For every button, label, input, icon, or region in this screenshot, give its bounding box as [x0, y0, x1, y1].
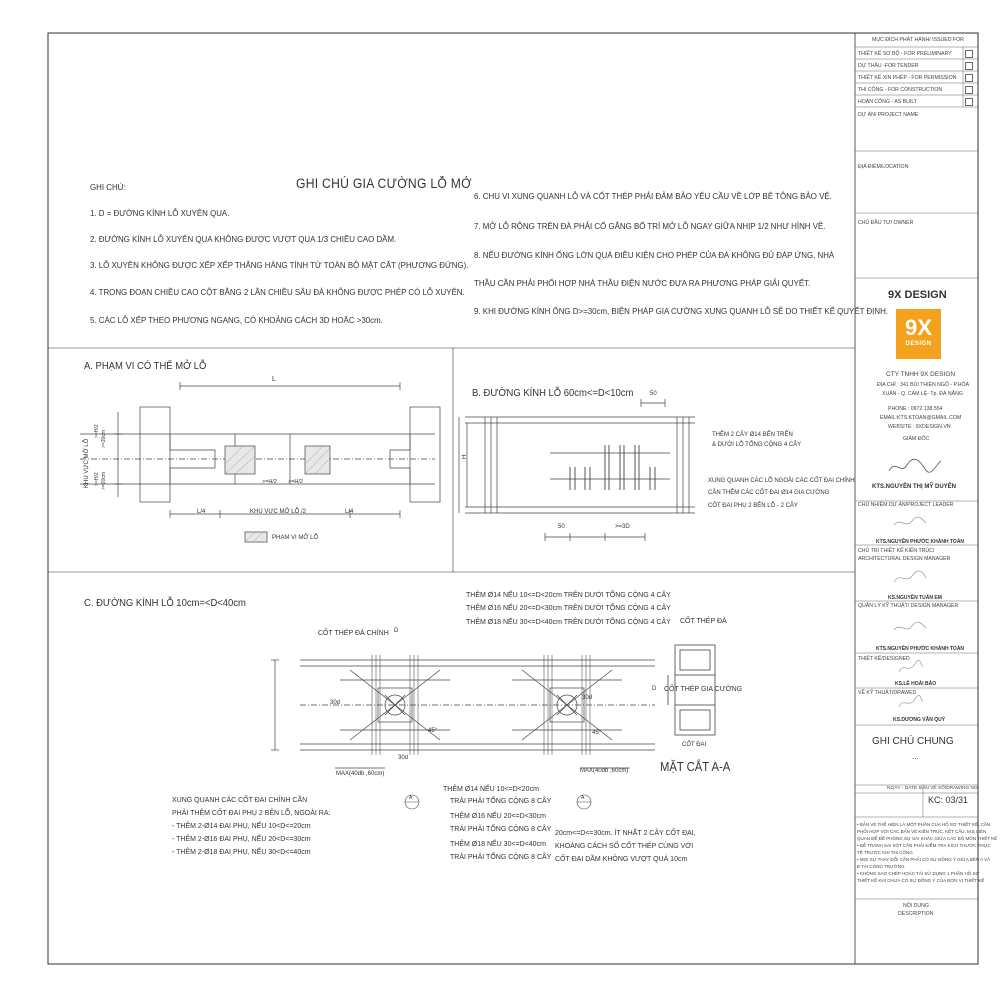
legend-label: PHẠM VI MỞ LỖ: [272, 535, 319, 541]
left-note: - THÊM 2-Ø16 ĐAI PHỤ, NẾU 20<D<=30cm: [172, 836, 311, 843]
khu-vuc-label: KHU VỰC MỞ LỖ: [84, 438, 90, 488]
content-label: NỘI DUNG: [903, 903, 929, 909]
top-note: THÊM Ø18 NẾU 30<=D<40cm TRÊN DƯỚI TỔNG CỘNG 4 CÂY: [466, 619, 671, 626]
section-mark-a: [574, 790, 594, 812]
disclaimer-line: PHỐI HỢP VỚI CÁC BẢN VẼ KIẾN TRÚC, KẾT CẤU, M.E LIÊN: [857, 829, 987, 834]
company-title: 9X DESIGN: [888, 289, 947, 301]
left-note: XUNG QUANH CÁC CỐT ĐAI CHÍNH CẦN: [172, 797, 308, 804]
h-label: >=20cm: [101, 429, 107, 448]
section-b-diagram: [455, 395, 700, 555]
angle-label: 45°: [428, 728, 438, 734]
disclaimer-line: QUAN ĐỂ ĐỀ PHÒNG SỰ SAI KHÁC GIỮA CÁC BỘ MÔN THIẾT KẾ: [857, 836, 998, 841]
note-b2: CẦN THÊM CÁC CỐT ĐAI Ø14 GIA CƯỜNG: [708, 490, 830, 496]
sheet-dots: ...: [912, 752, 919, 761]
sheet-title: GHI CHÚ CHUNG: [872, 736, 954, 747]
disclaimer-line: TẾ TRƯỚC KHI THI CÔNG: [857, 850, 913, 855]
issue-row: DỰ THẦU -FOR TENDER: [858, 63, 919, 69]
mid-label: KHU VỰC MỞ LỖ /2: [250, 509, 306, 515]
mid-note: TRÁI PHẢI TỔNG CỘNG 8 CÂY: [450, 798, 552, 805]
tech-manager-name: KTS.NGUYỄN PHƯỚC KHÁNH TOÀN: [876, 646, 965, 652]
note-b1: THÊM 2 CÂY Ø14 BÊN TRÊN: [712, 432, 793, 438]
signature: [895, 695, 925, 711]
left-note: - THÊM 2-Ø14 ĐAI PHỤ, NẾU 10<D<=20cm: [172, 823, 311, 830]
mid-note: THÊM Ø18 NẾU 30<=D<40cm: [450, 841, 546, 848]
section-c-title: C. ĐƯỜNG KÍNH LỖ 10cm=<D<40cm: [84, 597, 246, 609]
drawed-label: VẼ KỸ THUẬT/DRAWED: [858, 690, 917, 696]
page-title: GHI CHÚ GIA CƯỜNG LỖ MỞ: [296, 176, 472, 191]
disclaimer-line: B TẠI CÔNG TRƯỜNG: [857, 864, 905, 869]
arch-manager-label: CHỦ TRÌ THIẾT KẾ KIẾN TRÚC/: [858, 548, 935, 554]
max-label: MAX(40db ,60cm): [336, 771, 385, 777]
director-label: GIÁM ĐỐC: [903, 436, 930, 442]
dim-30d: 30d: [582, 695, 593, 701]
signature: [890, 515, 930, 531]
section-a-title: A. PHẠM VI CÓ THỂ MỞ LỖ: [84, 360, 207, 372]
section-a-diagram: [60, 372, 455, 572]
section-b-title: B. ĐƯỜNG KÍNH LỖ 60cm<=D<10cm: [472, 387, 634, 399]
project-leader-name: KTS.NGUYỄN PHƯỚC KHÁNH TOÀN: [876, 539, 965, 545]
disclaimer-line: THIẾT KẾ KHI CHƯA CÓ SỰ ĐỒNG Ý CỦA ĐƠN VỊ THIẾT KẾ: [857, 878, 985, 883]
top-note: THÊM Ø14 NẾU 10<=D<20cm TRÊN DƯỚI TỔNG CỘNG 4 CÂY: [466, 592, 671, 599]
issue-checkbox[interactable]: [965, 74, 973, 82]
note-b2: CỐT ĐAI PHỤ 2 BÊN LỖ - 2 CÂY: [708, 503, 798, 509]
dim-50-bot: 50: [558, 524, 565, 530]
issue-checkbox[interactable]: [965, 86, 973, 94]
note-b2: XUNG QUANH CÁC LỖ NGOÀI CÁC CỐT ĐAI CHÍNH: [708, 478, 855, 484]
disclaimer-line: • KHÔNG SAO CHÉP HOẶC TÁI SỬ DỤNG 1 PHẦN HỒ SƠ: [857, 871, 980, 876]
max-label: MAX(40db ,60cm): [580, 768, 629, 774]
note-item: 4. TRONG ĐOẠN CHIỀU CAO CỘT BẰNG 2 LẦN CHIỀU SÂU ĐÀ KHÔNG ĐƯỢC PHÉP CÓ LỖ XUYÊN.: [90, 287, 465, 297]
h-label: >=20cm: [101, 471, 107, 490]
company-logo: [896, 309, 941, 359]
dim-label-L: L: [272, 376, 276, 383]
angle-label: 45°: [592, 730, 602, 736]
section-mark-label: A: [581, 795, 585, 801]
section-mark-label: A: [409, 795, 413, 801]
mid-note: TRÁI PHẢI TỔNG CỘNG 8 CÂY: [450, 826, 552, 833]
note-item: 9. KHI ĐƯỜNG KÍNH ỐNG D>=30cm, BIỆN PHÁP GIA CƯỜNG XUNG QUANH LỖ SẼ DO THIẾT KẾ QUYẾT ĐỊNH.: [474, 306, 888, 316]
dim-30d: 30d: [398, 755, 409, 761]
disclaimer-line: • BẢN VẼ THỂ HIỆN LÀ MỘT PHẦN CỦA HỒ SƠ THIẾT KẾ, CẦN: [857, 822, 991, 827]
location-label: ĐỊA ĐIỂM/LOCATION: [858, 164, 909, 170]
aa-label-d: D: [652, 686, 657, 692]
label-H: H: [462, 454, 468, 459]
section-mark-a: [402, 790, 422, 812]
section-aa-diagram: [660, 625, 730, 745]
top-note: THÊM Ø16 NẾU 20<=D<30cm TRÊN DƯỚI TỔNG CỘNG 4 CÂY: [466, 605, 671, 612]
right-note: 20cm<=D<=30cm. ÍT NHẤT 2 CÂY CỐT ĐAI,: [555, 830, 696, 837]
date-label: NGÀY - DATE: [887, 786, 918, 791]
dim-3d: >=3D: [615, 524, 630, 530]
note-b1: & DƯỚI LỖ TỔNG CỘNG 4 CÂY: [712, 442, 802, 448]
l4-label: L/4: [345, 509, 354, 515]
right-note: CỐT ĐAI DẦM KHÔNG VƯỢT QUÁ 10cm: [555, 856, 688, 863]
signature: [890, 568, 930, 588]
logo-small-text: DESIGN: [905, 341, 932, 347]
note-item: 3. LỖ XUYÊN KHÔNG ĐƯỢC XẾP XẾP THẲNG HÀNG TÍNH TỪ TOÀN BỘ MẶT CẮT (PHƯƠNG ĐỨNG).: [90, 260, 469, 270]
h2-label: >=H/2: [288, 479, 303, 485]
company-line: ĐỊA CHỈ : 341 BÙI THIỆN NGỘ - P.HÒA: [877, 382, 970, 388]
owner-label: CHỦ ĐẦU TƯ/ OWNER: [858, 220, 914, 226]
company-line: XUÂN - Q. CẨM LỆ- Tp. ĐÀ NẴNG: [882, 391, 963, 397]
dim-30d: 30d: [330, 700, 341, 706]
designed-name: KS.LÊ HOÀI BẢO: [895, 681, 937, 687]
note-item: 6. CHU VI XUNG QUANH LỖ VÀ CỐT THÉP PHẢI ĐẢM BẢO YÊU CẦU VỀ LỚP BÊ TÔNG BẢO VỆ.: [474, 191, 832, 201]
company-line: EMAIL:KTS.KTOAN@GMAIL.COM: [880, 415, 962, 421]
note-item: 8. NẾU ĐƯỜNG KÍNH ỐNG LỚN QUÁ ĐIỀU KIỆN CHO PHÉP CỦA ĐÀ KHÔNG ĐỦ ĐÁP ỨNG, NHÀ: [474, 250, 835, 260]
drawing-no: KC: 03/31: [928, 795, 969, 805]
l4-label: L/4: [197, 509, 206, 515]
h-label: >=H/2: [94, 472, 100, 486]
issue-checkbox[interactable]: [965, 50, 973, 58]
note-item: 5. CÁC LỖ XẾP THEO PHƯƠNG NGANG, CÓ KHOẢNG CÁCH 3D HOẶC >30cm.: [90, 315, 383, 325]
main-rebar-label: CỐT THÉP ĐÀ CHÍNH: [318, 630, 389, 637]
drawed-name: KS.DƯƠNG VĂN QUÝ: [893, 717, 946, 723]
h-label: >=H/2: [94, 424, 100, 438]
description-label: DESCRIPTION: [898, 911, 934, 917]
issue-row: THIẾT KẾ SƠ BỘ - FOR PRELIMINARY: [858, 51, 952, 57]
designed-label: THIẾT KẾ/DESIGNED: [858, 656, 910, 662]
issue-checkbox[interactable]: [965, 98, 973, 106]
issued-for-label: MỤC ĐÍCH PHÁT HÀNH/ ISSUED FOR: [872, 37, 964, 43]
aa-label-top: CỐT THÉP ĐÀ: [680, 618, 727, 625]
signature: [885, 455, 945, 479]
notes-label: GHI CHÚ:: [90, 182, 126, 192]
disclaimer-line: • ĐỂ TRÁNH SAI SÓT CẦN PHẢI KIỂM TRA KÍCH THƯỚC THỰC: [857, 843, 991, 848]
left-note: - THÊM 2-Ø18 ĐAI PHỤ, NẾU 30<D<=40cm: [172, 849, 311, 856]
dim-50-top: 50: [650, 391, 657, 397]
signature: [890, 620, 930, 636]
label-D: D: [394, 628, 399, 634]
signature: [895, 660, 925, 676]
tech-manager-label: QUẢN LÝ KỸ THUẬT/ DESIGN MANAGER: [858, 603, 959, 609]
aa-title: MẶT CẮT A-A: [660, 760, 731, 774]
aa-label-mid: CỐT THÉP GIA CƯỜNG: [664, 686, 743, 693]
note-item: 2. ĐƯỜNG KÍNH LỖ XUYÊN QUA KHÔNG ĐƯỢC VƯỢT QUA 1/3 CHIỀU CAO DẦM.: [90, 234, 397, 244]
arch-manager-name: KS.NGUYỄN TUẤN EM: [888, 595, 942, 601]
project-name-label: DỰ ÁN/ PROJECT NAME:: [858, 112, 920, 118]
company-line: PHONE : 0972 138 554: [888, 406, 943, 412]
right-note: KHOẢNG CÁCH SỐ CỐT THÉP CÙNG VỚI: [555, 843, 694, 850]
note-item: THẦU CẦN PHẢI PHỐI HỢP NHÀ THẦU ĐIỆN NƯỚC ĐƯA RA PHƯƠNG PHÁP GIẢI QUYẾT.: [474, 278, 811, 288]
mid-note: TRÁI PHẢI TỔNG CỘNG 8 CÂY: [450, 854, 552, 861]
company-line: WEBSITE : 9XDESIGN.VN: [888, 424, 951, 430]
project-leader-label: CHỦ NHIỆM DỰ ÁN/PROJECT LEADER: [858, 502, 954, 508]
disclaimer-line: • MỌI SỰ THAY ĐỔI CẦN PHẢI CÓ SỰ ĐỒNG Ý GIỮA BÊN A VÀ: [857, 857, 991, 862]
section-c-diagram: [260, 640, 660, 785]
issue-checkbox[interactable]: [965, 62, 973, 70]
arch-manager-label: ARCHITECTURAL DESIGN MANAGER: [858, 556, 951, 562]
director-name: KTS.NGUYỄN THỊ MỸ DUYÊN: [872, 484, 957, 490]
drawing-no-label: BẢN VẼ SỐ/DRAWING NO: [919, 786, 978, 791]
note-item: 1. D = ĐƯỜNG KÍNH LỖ XUYÊN QUA.: [90, 208, 230, 218]
logo-big-text: 9X: [905, 315, 932, 340]
mid-note: THÊM Ø14 NẾU 10<=D<20cm: [443, 786, 539, 793]
note-item: 7. MỞ LỖ RỘNG TRÊN ĐÀ PHẢI CỐ GẮNG BỐ TRÍ MỞ LỖ NGAY GIỮA NHỊP 1/2 NHƯ HÌNH VẼ.: [474, 221, 826, 231]
mid-note: THÊM Ø16 NẾU 20<=D<30cm: [450, 813, 546, 820]
issue-row: HOÀN CÔNG - AS BUILT: [858, 99, 917, 105]
company-line: CTY TNHH 9X DESIGN: [886, 371, 956, 378]
issue-row: THIẾT KẾ XIN PHÉP - FOR PERMISSION: [858, 75, 957, 81]
left-note: PHẢI THÊM CỐT ĐAI PHỤ 2 BÊN LỖ, NGOÀI RA:: [172, 810, 331, 817]
h2-label: >=H/2: [262, 479, 277, 485]
aa-label-bot: CỐT ĐAI: [682, 742, 707, 748]
issue-row: THI CÔNG - FOR CONSTRUCTION: [858, 87, 943, 93]
